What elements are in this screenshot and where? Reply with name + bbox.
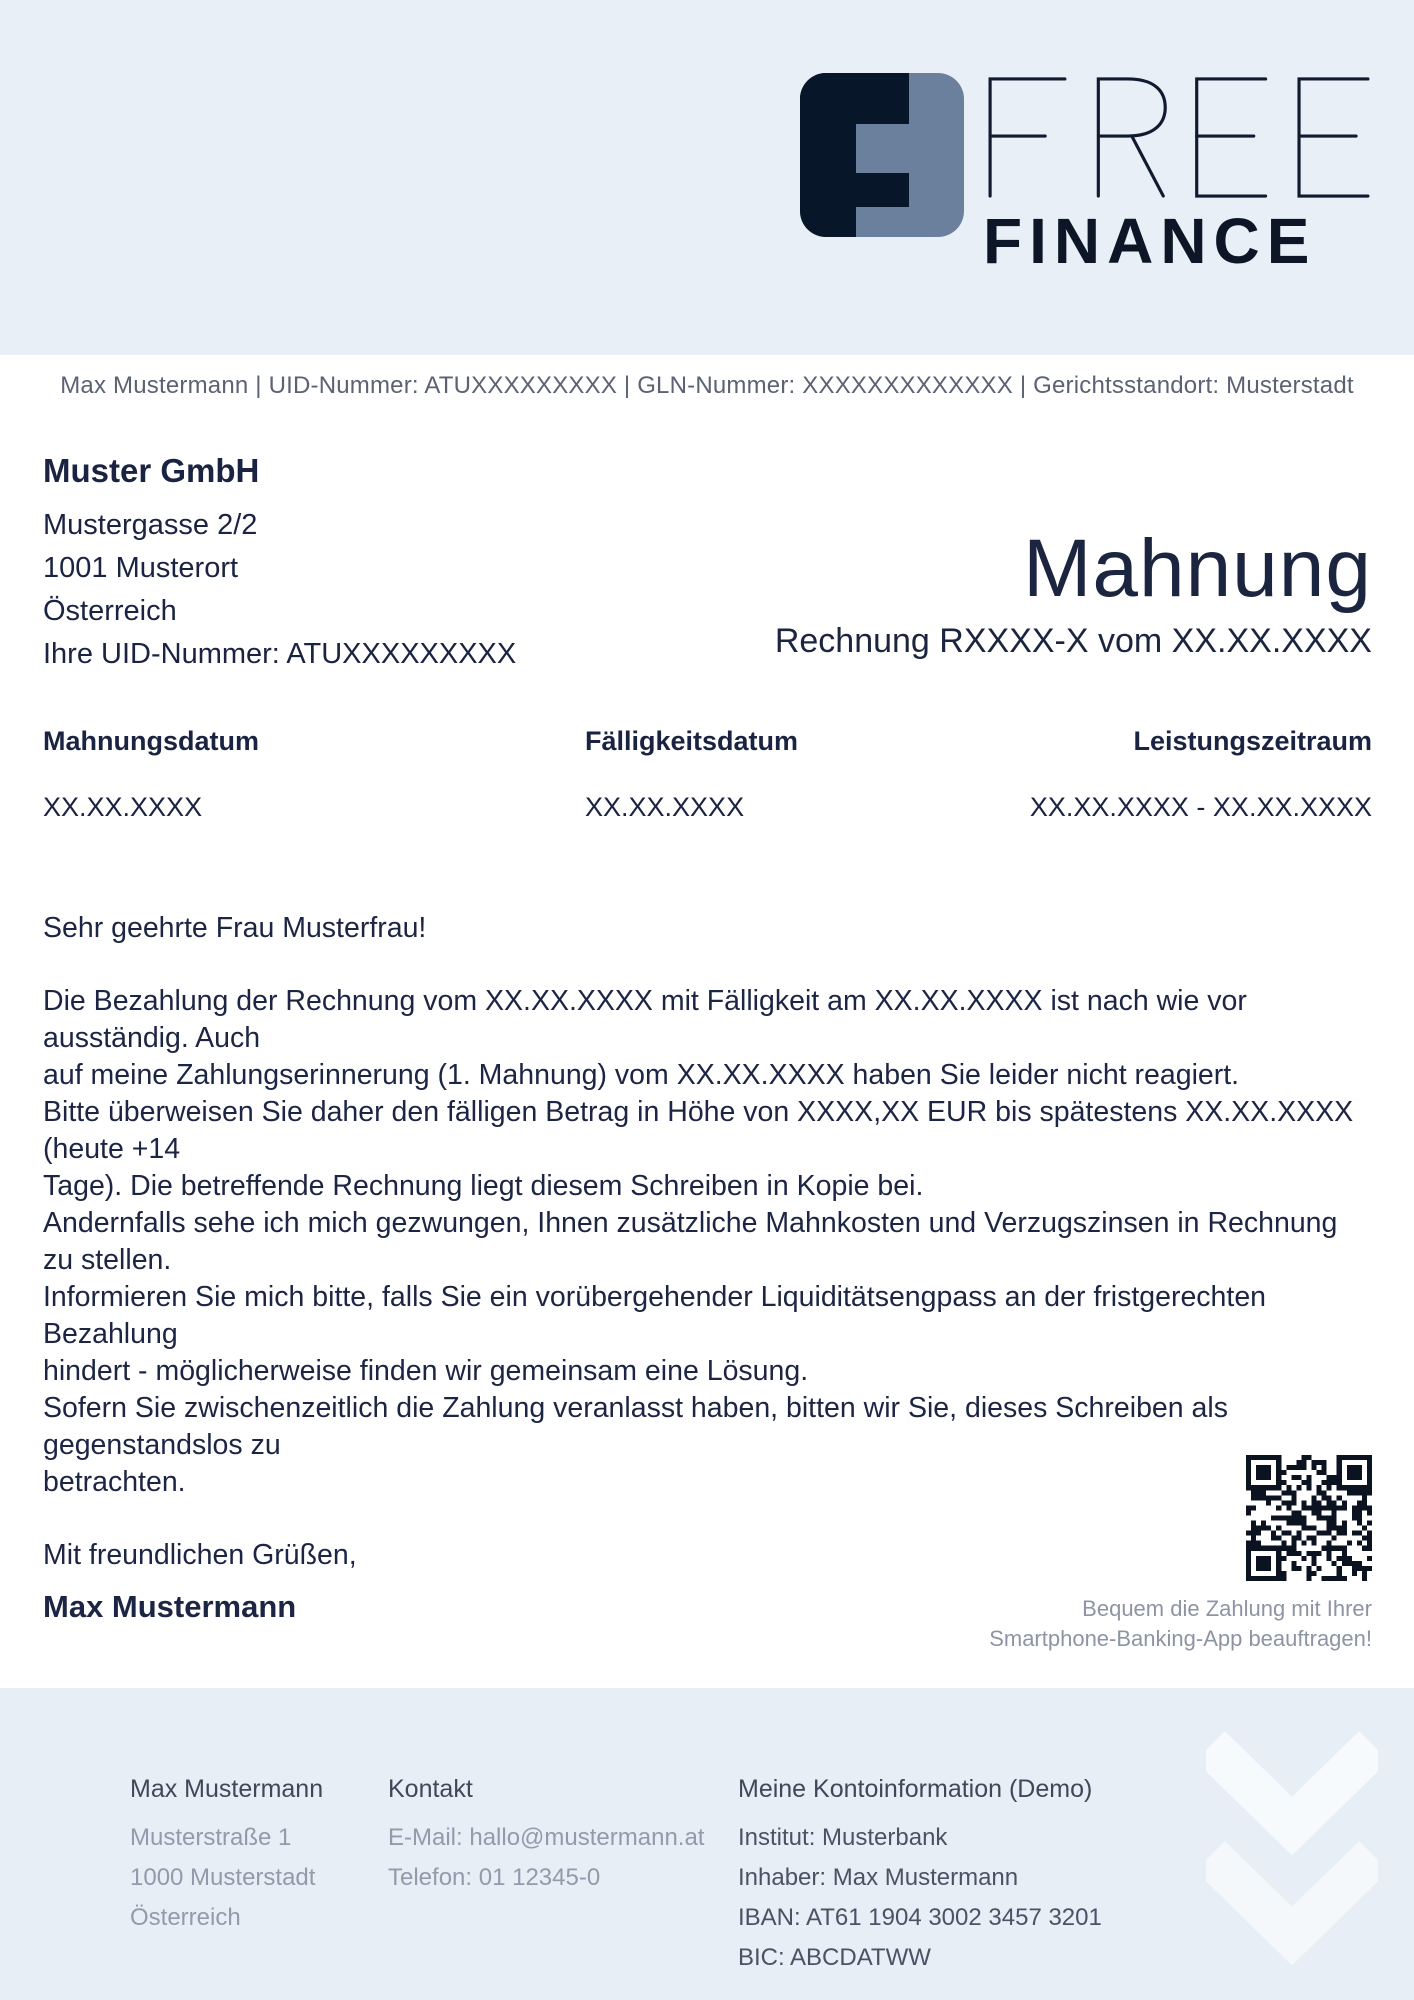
paragraph-line: betrachten. <box>43 1466 186 1498</box>
paragraph-line: Informieren Sie mich bitte, falls Sie ein vorübergehender Liquiditätsengpass an der fristgerechten Bezahlung <box>43 1281 1267 1350</box>
footer-account-holder: Inhaber: Max Mustermann <box>738 1864 1019 1891</box>
recipient-street: Mustergasse 2/2 <box>43 509 258 541</box>
footer-sender-city: 1000 Musterstadt <box>130 1864 316 1891</box>
sender-meta-line: Max Mustermann | UID-Nummer: ATUXXXXXXXXX | GLN-Nummer: XXXXXXXXXXXXX | Gerichtsstandort: Musterstadt <box>60 372 1354 399</box>
footer-contact-email: E-Mail: hallo@mustermann.at <box>388 1824 705 1851</box>
paragraph-line: Tage). Die betreffende Rechnung liegt diesem Schreiben in Kopie bei. <box>43 1170 924 1202</box>
freefinance-logo-mark-icon <box>800 73 964 237</box>
footer-account-institute: Institut: Musterbank <box>738 1824 948 1851</box>
footer-sender-column <box>130 1775 323 1938</box>
value-leistungszeitraum: XX.XX.XXXX - XX.XX.XXXX <box>1029 792 1372 822</box>
footer-sender-country: Österreich <box>130 1904 241 1931</box>
page-title: Mahnung <box>1023 523 1372 614</box>
footer-band <box>0 1688 1414 2000</box>
paragraph-line: auf meine Zahlungserinnerung (1. Mahnung) vom XX.XX.XXXX haben Sie leider nicht reagiert. <box>43 1059 1240 1091</box>
header-band <box>0 0 1414 355</box>
footer-account-column <box>738 1775 1102 1978</box>
logo-finance-wordmark: FINANCE <box>983 205 1317 277</box>
footer-account-title: Meine Kontoinformation (Demo) <box>738 1775 1093 1803</box>
footer-account-iban: IBAN: AT61 1904 3002 3457 3201 <box>738 1904 1102 1931</box>
footer-sender-title: Max Mustermann <box>130 1775 324 1803</box>
paragraph-line: Andernfalls sehe ich mich gezwungen, Ihnen zusätzliche Mahnkosten und Verzugszinsen in Rechnung zu stellen. <box>43 1207 1338 1276</box>
recipient-company: Muster GmbH <box>43 452 260 489</box>
footer-contact-title: Kontakt <box>388 1775 473 1803</box>
paragraph-line: hindert - möglicherweise finden wir gemeinsam eine Lösung. <box>43 1355 809 1387</box>
closing-line: Mit freundlichen Grüßen, <box>43 1539 357 1571</box>
letter-paragraph <box>43 983 1375 1501</box>
recipient-country: Österreich <box>43 595 177 627</box>
letter-body <box>43 910 1375 1625</box>
paragraph-line: Sofern Sie zwischenzeitlich die Zahlung veranlasst haben, bitten wir Sie, dieses Schreiben als gegenstandslos zu <box>43 1392 1228 1461</box>
page-subtitle: Rechnung RXXXX-X vom XX.XX.XXXX <box>774 622 1372 660</box>
recipient-address-block <box>43 452 516 676</box>
qr-caption <box>952 1594 1372 1654</box>
qr-caption-line1: Bequem die Zahlung mit Ihrer <box>1082 1596 1372 1621</box>
footer-contact-phone: Telefon: 01 12345-0 <box>388 1864 601 1891</box>
footer-account-bic: BIC: ABCDATWW <box>738 1944 931 1971</box>
value-faelligkeitsdatum: XX.XX.XXXX <box>585 792 745 822</box>
recipient-uid: Ihre UID-Nummer: ATUXXXXXXXXX <box>43 638 517 670</box>
qr-caption-line2: Smartphone-Banking-App beauftragen! <box>989 1626 1372 1651</box>
salutation: Sehr geehrte Frau Musterfrau! <box>43 912 427 944</box>
label-faelligkeitsdatum: Fälligkeitsdatum <box>585 726 799 756</box>
value-mahnungsdatum: XX.XX.XXXX <box>43 792 203 822</box>
paragraph-line: Bitte überweisen Sie daher den fälligen Betrag in Höhe von XXXX,XX EUR bis spätestens XX.XX.XXXX (heute +14 <box>43 1096 1354 1165</box>
footer-contact-column <box>388 1775 704 1898</box>
label-mahnungsdatum: Mahnungsdatum <box>43 726 259 756</box>
paragraph-line: Die Bezahlung der Rechnung vom XX.XX.XXXX mit Fälligkeit am XX.XX.XXXX ist nach wie vor ausständig. Auch <box>43 985 1247 1054</box>
chevron-down-icon <box>1206 1728 1378 1968</box>
payment-qr-code <box>1246 1455 1372 1581</box>
footer-sender-street: Musterstraße 1 <box>130 1824 292 1851</box>
signature-name: Max Mustermann <box>43 1589 297 1624</box>
logo-free-wordmark <box>985 76 1373 198</box>
label-leistungszeitraum: Leistungszeitraum <box>1133 726 1372 756</box>
recipient-city: 1001 Musterort <box>43 552 239 584</box>
